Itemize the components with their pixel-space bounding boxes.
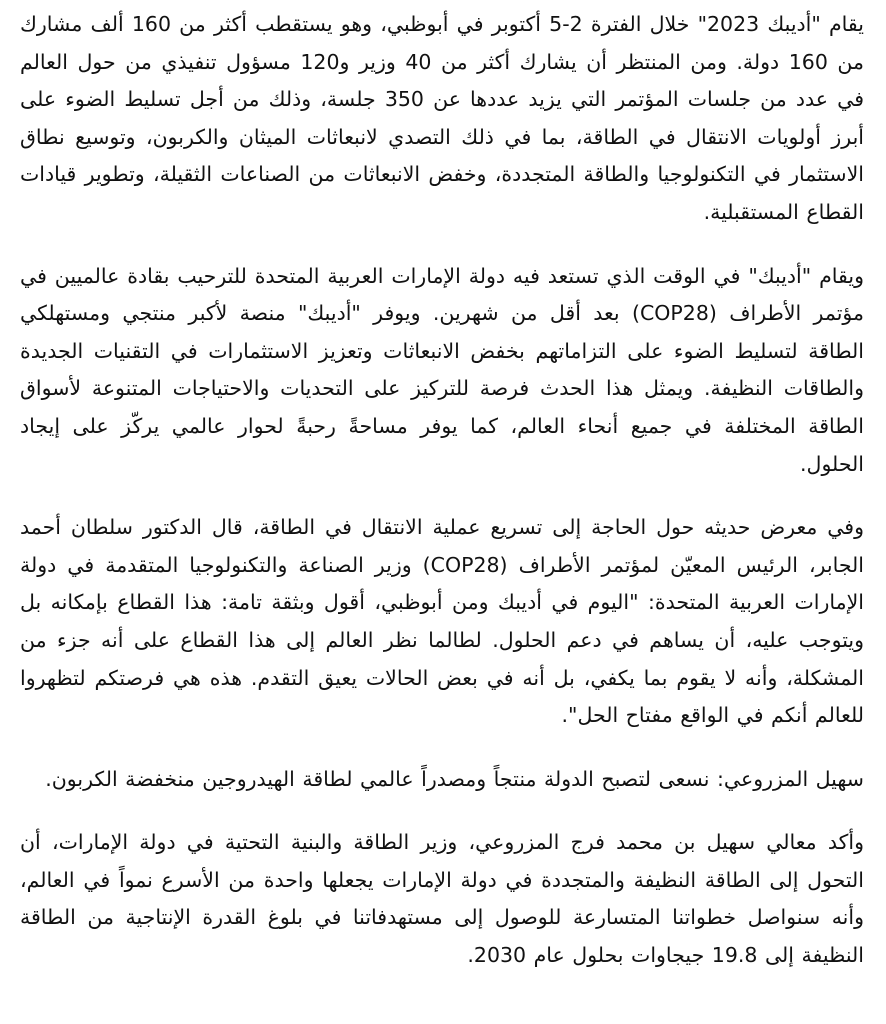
paragraph-mazrouei-statement: وأكد معالي سهيل بن محمد فرج المزروعي، وزير الطاقة والبنية التحتية في دولة الإمارات، أن التحول إلى الطاقة النظيفة والمتجددة في دولة الإمارات يجعلها واحدة من الأسرع نمواً في العالم، وأنه سنواصل خطواتنا المتسارعة للوصول إلى مستهدفاتنا في بلوغ القدرة الإنتاجية من الطاقة النظيفة إلى 19.8 جيجاوات بحلول عام 2030. (20, 830, 864, 968)
paragraph-aljaber-quote: وفي معرض حديثه حول الحاجة إلى تسريع عملية الانتقال في الطاقة، قال الدكتور سلطان أحمد الجابر، الرئيس المعيّن لمؤتمر الأطراف (COP28) وزير الصناعة والتكنولوجيا المتقدمة في دولة الإمارات العربية المتحدة: "اليوم في أديبك ومن أبوظبي، أقول وبثقة تامة: هذا القطاع بإمكانه بل ويتوجب عليه، أن يساهم في دعم الحلول. لطالما نظر العالم إلى هذا القطاع على أنه جزء من المشكلة، وأنه لا يقوم بما يكفي، بل أنه في بعض الحالات يعيق التقدم. هذه هي فرصتكم لتظهروا للعالم أنكم في الواقع مفتاح الحل". (20, 515, 864, 728)
paragraph-mazrouei-headline: سهيل المزروعي: نسعى لتصبح الدولة منتجاً ومصدراً عالمي لطاقة الهيدروجين منخفضة الكربون. (45, 766, 864, 791)
article-body (20, 6, 864, 1001)
paragraph-adipec-overview: يقام "أديبك 2023" خلال الفترة 2-5 أكتوبر في أبوظبي، وهو يستقطب أكثر من 160 ألف مشارك من 160 دولة. ومن المنتظر أن يشارك أكثر من 40 وزير و120 مسؤول تنفيذي من حول العالم في عدد من جلسات المؤتمر التي يزيد عددها عن 350 جلسة، وذلك من أجل تسليط الضوء على أبرز أولويات الانتقال في الطاقة، بما في ذلك التصدي لانبعاثات الميثان والكربون، وتوسيع نطاق الاستثمار في التكنولوجيا والطاقة المتجددة، وخفض الانبعاثات من الصناعات الثقيلة، وتطوير قيادات القطاع المستقبلية. (20, 12, 865, 224)
paragraph-cop28-context: ويقام "أديبك" في الوقت الذي تستعد فيه دولة الإمارات العربية المتحدة للترحيب بقادة عالميين في مؤتمر الأطراف (COP28) بعد أقل من شهرين. ويوفر "أديبك" منصة لأكبر منتجي ومستهلكي الطاقة لتسليط الضوء على التزاماتهم بخفض الانبعاثات وتعزيز الاستثمارات في التقنيات الجديدة والطاقات النظيفة. ويمثل هذا الحدث فرصة للتركيز على التحديات والاحتياجات المتنوعة لأسواق الطاقة المختلفة في جميع أنحاء العالم، كما يوفر مساحةً رحبةً لحوار عالمي يركّز على إيجاد الحلول. (20, 263, 864, 476)
